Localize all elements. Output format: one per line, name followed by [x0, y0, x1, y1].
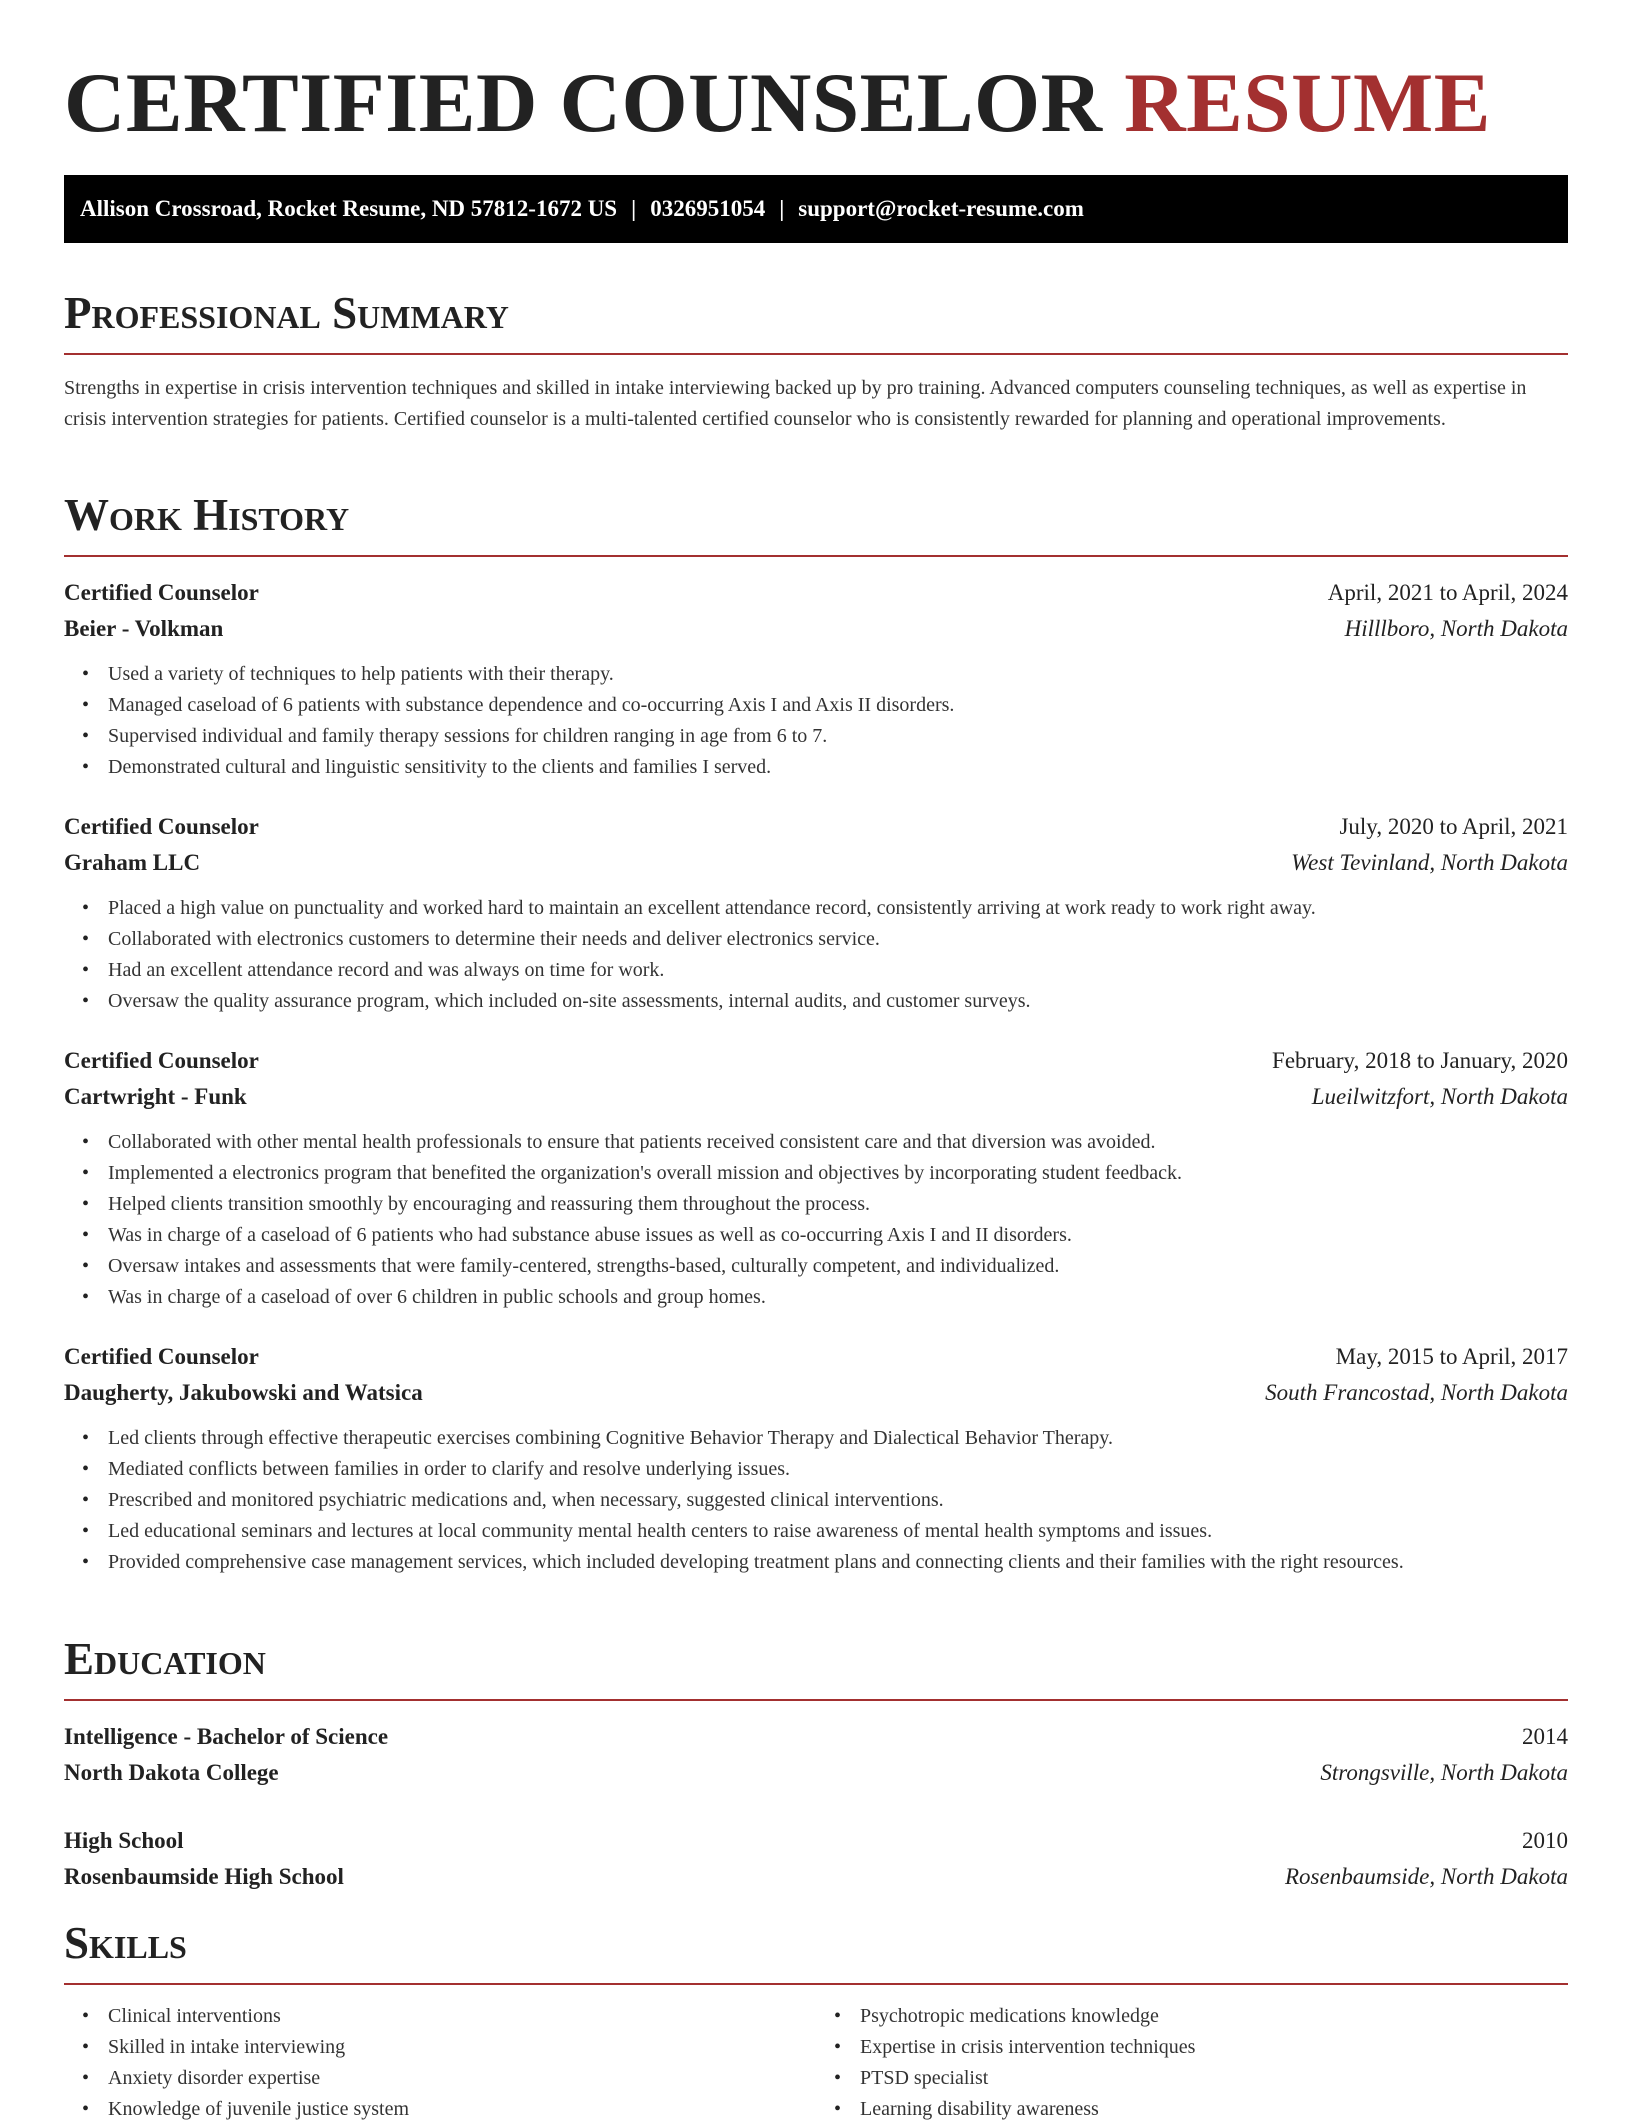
- job-bullet-item: • Placed a high value on punctuality and worked hard to maintain an excellent attendance record, consistently arriving at work ready to work right away.: [108, 893, 1568, 924]
- job-bullet-item: • Was in charge of a caseload of 6 patients who had substance abuse issues as well as co-occurring Axis I and II disorders.: [108, 1220, 1568, 1251]
- summary-section: [64, 288, 1568, 435]
- job-bullet-item: • Had an excellent attendance record and was always on time for work.: [108, 955, 1568, 986]
- contact-separator: |: [779, 196, 785, 221]
- education-heading: Education: [64, 1634, 266, 1684]
- job-company-row: [64, 1079, 1568, 1115]
- education-entry: [64, 1719, 1568, 1791]
- job-company-row: [64, 611, 1568, 647]
- education-location: Rosenbaumside, North Dakota: [1284, 1864, 1568, 1889]
- contact-bar: [64, 175, 1568, 243]
- education-degree-row: [64, 1823, 1568, 1859]
- contact-phone: 0326951054: [650, 196, 766, 221]
- job-bullet-item: • Led clients through effective therapeutic exercises combining Cognitive Behavior Therapy and Dialectical Behavior Therapy.: [108, 1423, 1568, 1454]
- job-bullet-item: • Demonstrated cultural and linguistic sensitivity to the clients and families I served.: [108, 752, 1568, 783]
- job-dates: May, 2015 to April, 2017: [1335, 1344, 1568, 1369]
- skill-item: • Skilled in intake interviewing: [108, 2032, 816, 2063]
- education-school: Rosenbaumside High School: [64, 1864, 344, 1889]
- job-company: Beier - Volkman: [64, 616, 224, 641]
- job-bullet-item: • Was in charge of a caseload of over 6 children in public schools and group homes.: [108, 1282, 1568, 1313]
- job-company-row: [64, 1375, 1568, 1411]
- job-company: Daugherty, Jakubowski and Watsica: [64, 1380, 423, 1405]
- job-company: Graham LLC: [64, 850, 201, 875]
- skills-columns: [64, 2001, 1568, 2125]
- contact-email[interactable]: support@rocket-resume.com: [798, 196, 1084, 221]
- section-divider: [64, 353, 1568, 355]
- job-bullet-item: • Managed caseload of 6 patients with substance dependence and co-occurring Axis I and Axis II disorders.: [108, 690, 1568, 721]
- job-bullets: [64, 893, 1568, 1017]
- job-bullet-item: • Used a variety of techniques to help patients with their therapy.: [108, 659, 1568, 690]
- education-year: 2014: [1522, 1724, 1568, 1749]
- job-bullets: [64, 1127, 1568, 1313]
- summary-heading: Professional Summary: [64, 288, 509, 338]
- education-list: [64, 1719, 1568, 1895]
- skills-heading: Skills: [64, 1918, 187, 1968]
- skill-item: • Psychotropic medications knowledge: [860, 2001, 1568, 2032]
- contact-address: Allison Crossroad, Rocket Resume, ND 57812-1672 US: [80, 196, 618, 221]
- job-location: South Francostad, North Dakota: [1265, 1380, 1568, 1405]
- job-header-row: [64, 1339, 1568, 1375]
- job-bullet-item: • Led educational seminars and lectures at local community mental health centers to raise awareness of mental health symptoms and issues.: [108, 1516, 1568, 1547]
- job-header-row: [64, 575, 1568, 611]
- resume-title: [64, 0, 1568, 175]
- contact-separator: |: [631, 196, 637, 221]
- section-divider: [64, 1983, 1568, 1985]
- skill-item: • PTSD specialist: [860, 2063, 1568, 2094]
- education-degree-row: [64, 1719, 1568, 1755]
- job-bullet-item: • Implemented a electronics program that benefited the organization's overall mission and objectives by incorporating student feedback.: [108, 1158, 1568, 1189]
- job-entry: [64, 575, 1568, 783]
- skills-right-column: [816, 2001, 1568, 2125]
- job-company-row: [64, 845, 1568, 881]
- job-location: Hilllboro, North Dakota: [1344, 616, 1568, 641]
- skill-item: • Clinical interventions: [108, 2001, 816, 2032]
- job-location: Lueilwitzfort, North Dakota: [1311, 1084, 1568, 1109]
- job-title: Certified Counselor: [64, 814, 259, 839]
- job-bullets: [64, 1423, 1568, 1578]
- education-entry: [64, 1823, 1568, 1895]
- education-school-row: [64, 1755, 1568, 1791]
- education-school: North Dakota College: [64, 1760, 279, 1785]
- job-bullets: [64, 659, 1568, 783]
- job-bullet-item: • Supervised individual and family therapy sessions for children ranging in age from 6 to 7.: [108, 721, 1568, 752]
- job-title: Certified Counselor: [64, 1048, 259, 1073]
- education-degree: Intelligence - Bachelor of Science: [64, 1724, 389, 1749]
- job-header-row: [64, 1043, 1568, 1079]
- job-list: [64, 575, 1568, 1578]
- job-bullet-item: • Collaborated with other mental health professionals to ensure that patients received consistent care and that diversion was avoided.: [108, 1127, 1568, 1158]
- title-accent: RESUME: [1124, 56, 1491, 150]
- skills-left-column: [64, 2001, 816, 2125]
- skill-item: • Expertise in crisis intervention techniques: [860, 2032, 1568, 2063]
- education-location: Strongsville, North Dakota: [1320, 1760, 1568, 1785]
- work-history-heading: Work History: [64, 490, 350, 540]
- work-history-section: [64, 490, 1568, 1578]
- job-entry: [64, 1339, 1568, 1578]
- job-dates: February, 2018 to January, 2020: [1272, 1048, 1568, 1073]
- job-bullet-item: • Provided comprehensive case management services, which included developing treatment plans and connecting clients and their families with the right resources.: [108, 1547, 1568, 1578]
- summary-text: Strengths in expertise in crisis intervention techniques and skilled in intake interviewing backed up by pro training. Advanced computers counseling techniques, as well as expertise in crisis intervention strategies for patients. Certified counselor is a multi-talented certified counselor who is consistently rewarded for planning and operational improvements.: [64, 377, 1527, 430]
- education-degree: High School: [64, 1828, 184, 1853]
- education-year: 2010: [1522, 1828, 1568, 1853]
- job-title: Certified Counselor: [64, 1344, 259, 1369]
- section-divider: [64, 1699, 1568, 1701]
- job-bullet-item: • Helped clients transition smoothly by encouraging and reassuring them throughout the process.: [108, 1189, 1568, 1220]
- job-bullet-item: • Mediated conflicts between families in order to clarify and resolve underlying issues.: [108, 1454, 1568, 1485]
- job-dates: July, 2020 to April, 2021: [1339, 814, 1568, 839]
- job-company: Cartwright - Funk: [64, 1084, 247, 1109]
- skill-item: • Learning disability awareness: [860, 2094, 1568, 2125]
- skill-item: • Anxiety disorder expertise: [108, 2063, 816, 2094]
- education-school-row: [64, 1859, 1568, 1895]
- skill-item: • Knowledge of juvenile justice system: [108, 2094, 816, 2125]
- job-bullet-item: • Collaborated with electronics customers to determine their needs and deliver electronics service.: [108, 924, 1568, 955]
- job-dates: April, 2021 to April, 2024: [1327, 580, 1568, 605]
- job-bullet-item: • Oversaw the quality assurance program, which included on-site assessments, internal audits, and customer surveys.: [108, 986, 1568, 1017]
- job-location: West Tevinland, North Dakota: [1291, 850, 1568, 875]
- job-header-row: [64, 809, 1568, 845]
- title-main: CERTIFIED COUNSELOR: [64, 56, 1103, 150]
- job-entry: [64, 1043, 1568, 1313]
- section-divider: [64, 555, 1568, 557]
- job-bullet-item: • Prescribed and monitored psychiatric medications and, when necessary, suggested clinical interventions.: [108, 1485, 1568, 1516]
- job-entry: [64, 809, 1568, 1017]
- job-bullet-item: • Oversaw intakes and assessments that were family-centered, strengths-based, culturally competent, and individualized.: [108, 1251, 1568, 1282]
- education-section: [64, 1634, 1568, 1895]
- job-title: Certified Counselor: [64, 580, 259, 605]
- skills-section: [64, 1918, 1568, 2125]
